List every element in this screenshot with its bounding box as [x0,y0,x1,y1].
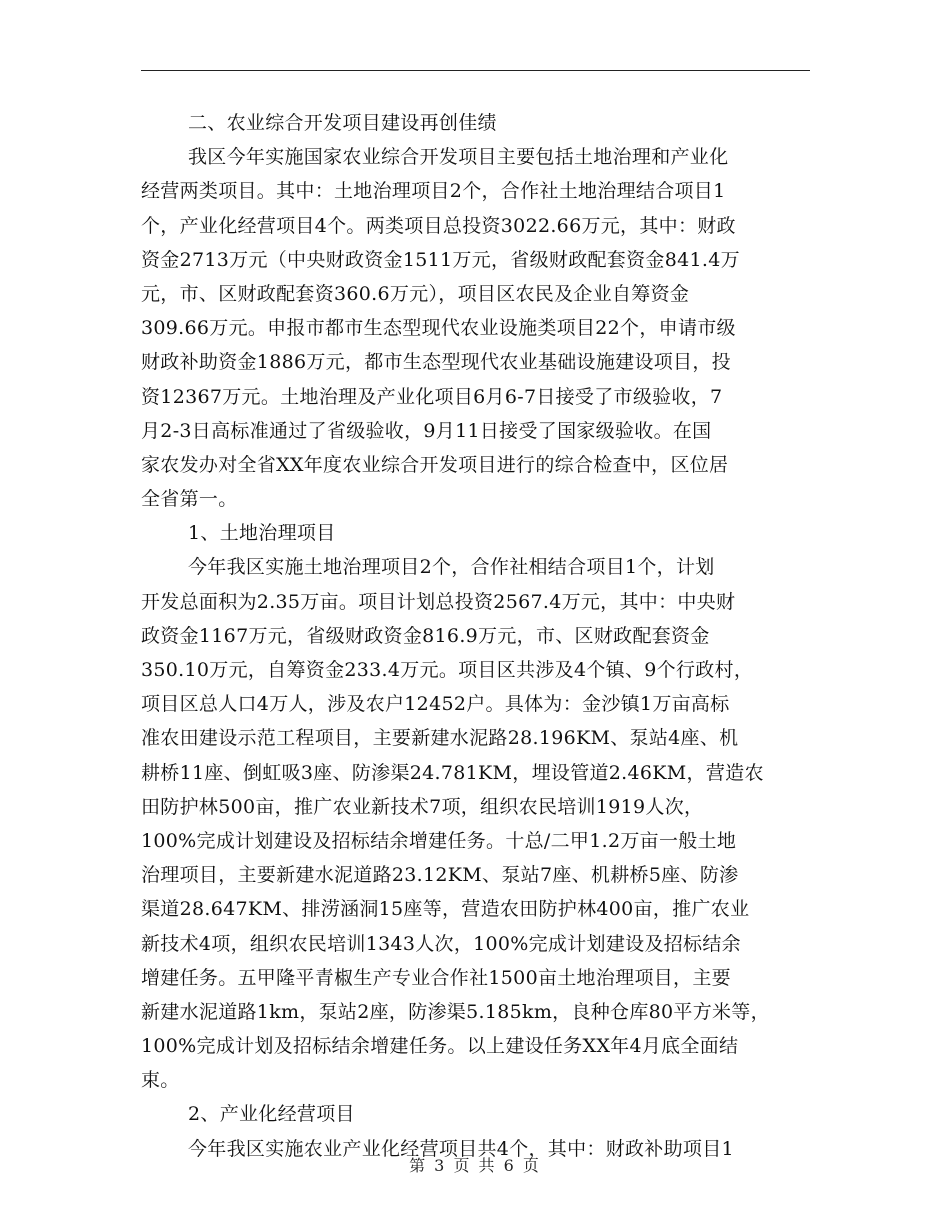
text-line: 项目区总人口4万人，涉及农户12452户。具体为：金沙镇1万亩高标 [141,693,730,716]
text-line: 开发总面积为2.35万亩。项目计划总投资2567.4万元，其中：中央财 [141,590,736,613]
text-line: 100%完成计划及招标结余增建任务。以上建设任务XX年4月底全面结 [141,1035,739,1058]
text-line: 耕桥11座、倒虹吸3座、防渗渠24.781KM，埋设管道2.46KM，营造农 [141,761,764,784]
text-line: 财政补助资金1886万元，都市生态型现代农业基础设施建设项目，投 [141,351,731,374]
text-line: 新技术4项，组织农民培训1343人次，100%完成计划建设及招标结余 [141,932,741,955]
text-line: 350.10万元，自筹资金233.4万元。项目区共涉及4个镇、9个行政村， [141,659,754,681]
subsection-heading: 1、土地治理项目 [188,522,336,545]
text-line: 准农田建设示范工程项目，主要新建水泥路28.196KM、泵站4座、机 [141,727,739,750]
body-text [141,106,810,1166]
page-number-footer: 第 3 页 共 6 页 [409,1156,541,1175]
text-line: 田防护林500亩，推广农业新技术7项，组织农民培训1919人次， [141,795,704,818]
text-line: 新建水泥道路1km，泵站2座，防渗渠5.185km，良种仓库80平方米等， [141,1000,770,1023]
text-line: 元，市、区财政配套资360.6万元），项目区农民及企业自筹资金 [141,282,690,305]
text-line: 经营两类项目。其中：土地治理项目2个，合作社土地治理结合项目1 [141,180,726,203]
text-line: 个，产业化经营项目4个。两类项目总投资3022.66万元，其中：财政 [141,214,736,237]
section-heading: 二、农业综合开发项目建设再创佳绩 [188,112,497,134]
text-line: 增建任务。五甲隆平青椒生产专业合作社1500亩土地治理项目，主要 [141,966,731,989]
header-rule [141,70,810,71]
text-line: 渠道28.647KM、排涝涵洞15座等，营造农田防护林400亩，推广农业 [141,898,750,921]
text-line: 今年我区实施农业产业化经营项目共4个，其中：财政补助项目1 [188,1137,734,1160]
text-line: 309.66万元。申报市都市生态型现代农业设施类项目22个，申请市级 [141,317,736,340]
text-line: 治理项目，主要新建水泥道路23.12KM、泵站7座、机耕桥5座、防渗 [141,864,739,887]
text-line: 全省第一。 [141,488,238,511]
text-line: 今年我区实施土地治理项目2个，合作社相结合项目1个，计划 [188,556,715,579]
text-line: 资12367万元。土地治理及产业化项目6月6-7日接受了市级验收，7 [141,385,723,408]
subsection-heading: 2、产业化经营项目 [188,1103,355,1126]
text-line: 束。 [141,1069,180,1092]
text-line: 我区今年实施国家农业综合开发项目主要包括土地治理和产业化 [188,146,729,169]
text-line: 月2-3日高标准通过了省级验收，9月11日接受了国家级验收。在国 [141,419,712,442]
text-line: 100%完成计划建设及招标结余增建任务。十总/二甲1.2万亩一般土地 [141,829,737,852]
text-line: 资金2713万元（中央财政资金1511万元，省级财政配套资金841.4万 [141,248,740,271]
text-line: 家农发办对全省XX年度农业综合开发项目进行的综合检查中，区位居 [141,453,729,476]
text-line: 政资金1167万元，省级财政资金816.9万元，市、区财政配套资金 [141,624,710,647]
